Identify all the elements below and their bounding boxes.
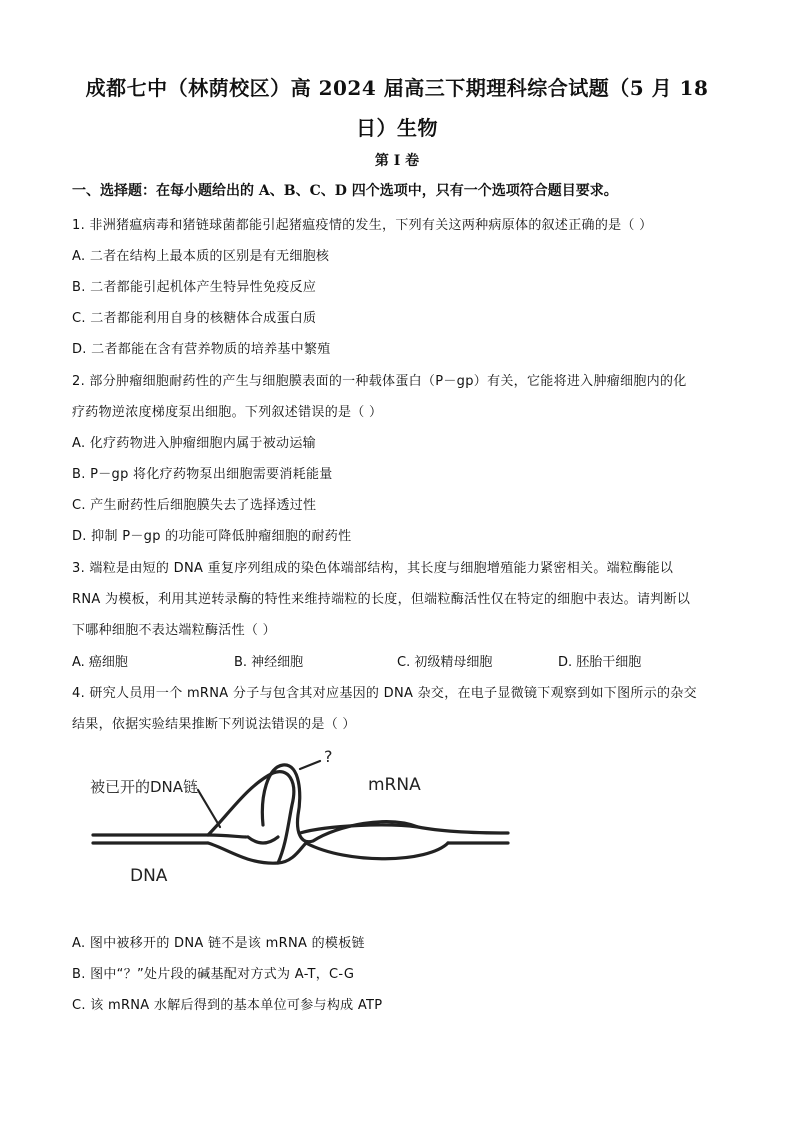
volume-label: 第 I 卷 [374,153,420,169]
question-3-option-b: B. 神经细胞 [234,655,304,670]
question-2-option-d: D. 抑制 P－gp 的功能可降低肿瘤细胞的耐药性 [72,529,352,544]
figure-label-moved-strand: 被已开的DNA链 [90,778,199,796]
question-1-option-d: D. 二者都能在含有营养物质的培养基中繁殖 [72,342,331,357]
question-4-option-c: C. 该 mRNA 水解后得到的基本单位可参与构成 ATP [72,998,383,1013]
question-4-stem-line1: 4. 研究人员用一个 mRNA 分子与包含其对应基因的 DNA 杂交，在电子显微镜下观察到如下图所示的杂交 [72,686,697,701]
question-2-option-a: A. 化疗药物进入肿瘤细胞内属于被动运输 [72,436,316,451]
section-heading: 一、选择题：在每小题给出的 A、B、C、D 四个选项中，只有一个选项符合题目要求。 [72,183,618,199]
question-2-option-b: B. P－gp 将化疗药物泵出细胞需要消耗能量 [72,467,333,482]
question-1-option-c: C. 二者都能利用自身的核糖体合成蛋白质 [72,311,317,326]
question-1-option-b: B. 二者都能引起机体产生特异性免疫反应 [72,280,317,295]
question-4-stem-line2: 结果，依据实验结果推断下列说法错误的是（ ） [72,717,356,732]
dna-strand-path [93,835,246,837]
question-3-stem-line1: 3. 端粒是由短的 DNA 重复序列组成的染色体端部结构，其长度与细胞增殖能力紧密相关。端粒酶能以 [72,561,674,576]
page-title-line1: 成都七中（林荫校区）高 2024 届高三下期理科综合试题（5 月 18 [85,76,709,100]
question-2-stem-line2: 疗药物逆浓度梯度泵出细胞。下列叙述错误的是（ ） [72,405,383,420]
question-4-option-a: A. 图中被移开的 DNA 链不是该 mRNA 的模板链 [72,936,365,951]
question-1-option-a: A. 二者在结构上最本质的区别是有无细胞核 [72,249,330,264]
figure-label-question: ? [324,747,333,766]
page-title-line2: 日）生物 [356,116,438,140]
figure-label-mrna: mRNA [368,775,421,795]
question-3-option-a: A. 癌细胞 [72,655,128,670]
question-3-stem-line2: RNA 为模板，利用其逆转录酶的特性来维持端粒的长度，但端粒酶活性仅在特定的细胞中表达。请判断以 [72,592,691,607]
question-3-option-d: D. 胚胎干细胞 [558,655,642,670]
question-2-option-c: C. 产生耐药性后细胞膜失去了选择透过性 [72,498,317,513]
question-1-stem: 1. 非洲猪瘟病毒和猪链球菌都能引起猪瘟疫情的发生，下列有关这两种病原体的叙述正确的是（ ） [72,218,653,233]
question-3-option-c: C. 初级精母细胞 [397,655,493,670]
figure-label-dna: DNA [130,866,168,886]
question-4-option-b: B. 图中“？”处片段的碱基配对方式为 A-T，C-G [72,967,355,982]
question-2-stem-line1: 2. 部分肿瘤细胞耐药性的产生与细胞膜表面的一种载体蛋白（P－gp）有关，它能将进入肿瘤细胞内的化 [72,374,687,389]
dna-mrna-hybrid-figure [88,745,528,895]
question-3-stem-line3: 下哪种细胞不表达端粒酶活性（ ） [72,623,276,638]
